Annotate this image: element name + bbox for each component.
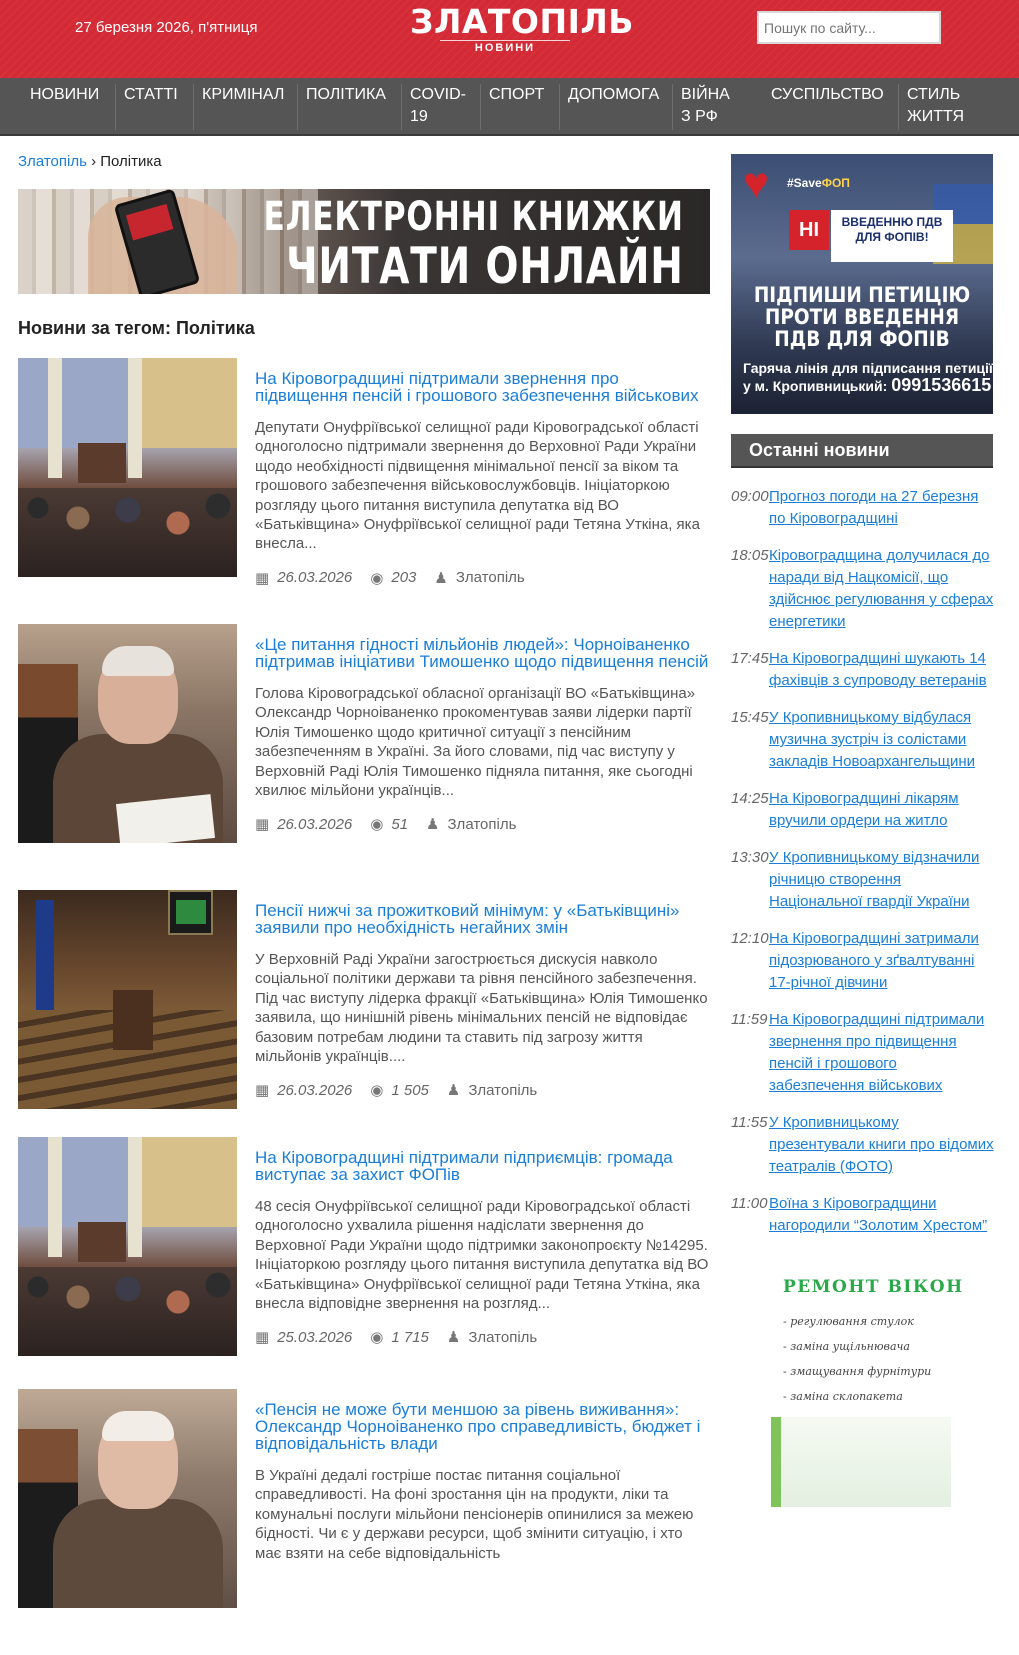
site-header xyxy=(0,0,1019,78)
article-views: 1 505 xyxy=(391,1081,429,1099)
user-icon: ♟ xyxy=(446,1082,461,1100)
article-thumbnail[interactable] xyxy=(18,1137,237,1356)
petition-banner[interactable] xyxy=(731,154,993,414)
latest-news-list xyxy=(731,486,997,1237)
calendar-icon: ▦ xyxy=(255,569,270,587)
eye-icon: ◉ xyxy=(370,569,384,587)
article-date: 25.03.2026 xyxy=(277,1328,353,1346)
search-input[interactable] xyxy=(757,11,941,44)
article-excerpt: Голова Кіровоградської обласної організації ВО «Батьківщина» Олександр Чорноіваненко прокоментував заяви лідерки партії Юлія Тимошенко щодо критичної ситуації з пенсійним забезпеченням в Україні. За його словами, під час виступу у Верховній Раді Юлія Тимошенко підняла питання, яке сьогодні хвилює мільйони українців... xyxy=(255,685,696,800)
article-title-link[interactable]: На Кіровоградщині підтримали звернення про підвищення пенсій і грошового забезпечення військових xyxy=(255,369,699,405)
savefop-hashtag: #SaveФОП xyxy=(787,176,850,190)
news-link[interactable]: На Кіровоградщині лікарям вручили ордери на житло xyxy=(769,790,959,829)
calendar-icon: ▦ xyxy=(255,1082,270,1100)
main-content xyxy=(18,153,710,1655)
eye-icon: ◉ xyxy=(370,1329,384,1347)
hotline-text: Гаряча лінія для підписання петиції у м. Кропивницький: 0991536615 xyxy=(743,360,993,395)
site-logo[interactable] xyxy=(410,2,634,55)
nav-item-society[interactable]: СУСПІЛЬСТВО xyxy=(771,86,884,103)
article-meta xyxy=(255,1327,710,1347)
breadcrumb xyxy=(18,153,710,175)
heart-icon: ♥ xyxy=(743,159,770,208)
logo-subtitle: НОВИНИ xyxy=(440,40,570,55)
article-author: Златопіль xyxy=(468,1081,538,1099)
news-time: 15:45 xyxy=(731,709,769,726)
article-author: Златопіль xyxy=(447,815,517,833)
ad-service-item: - заміна ущільнювача xyxy=(783,1340,910,1353)
ad-heading: РЕМОНТ ВІКОН xyxy=(783,1277,964,1297)
news-time: 11:00 xyxy=(731,1195,768,1212)
article-date: 26.03.2026 xyxy=(277,569,353,587)
breadcrumb-separator: › xyxy=(91,153,97,170)
article-item xyxy=(18,890,710,1137)
ni-badge: НІ xyxy=(789,210,829,250)
eye-icon: ◉ xyxy=(370,816,384,834)
eye-icon: ◉ xyxy=(370,1082,384,1100)
article-item xyxy=(18,1389,710,1655)
list-item xyxy=(731,1112,997,1178)
user-icon: ♟ xyxy=(426,816,440,834)
list-item xyxy=(731,1009,997,1097)
article-title-link[interactable]: На Кіровоградщині підтримали підприємців: громада виступає за захист ФОПів xyxy=(255,1148,673,1184)
ni-text: ВВЕДЕННЮ ПДВ ДЛЯ ФОПІВ! xyxy=(831,210,953,262)
article-item xyxy=(18,624,710,890)
calendar-icon: ▦ xyxy=(255,1329,270,1347)
news-link[interactable]: На Кіровоградщині затримали підозрюваного у зґвалтуванні 17-річної дівчини xyxy=(769,930,979,991)
window-repair-ad[interactable] xyxy=(771,1277,1001,1507)
news-time: 14:25 xyxy=(731,790,769,807)
article-views: 203 xyxy=(391,569,417,587)
article-views: 1 715 xyxy=(391,1328,429,1346)
list-item xyxy=(731,545,997,633)
news-time: 12:10 xyxy=(731,930,769,947)
article-excerpt: 48 сесія Онуфріївської селищної ради Кіровоградської області одноголосно ухвалила рішення надіслати звернення до Верховної Ради України щодо підтримки законопроєкту №14295. Ініціаторкою розгляду цього питання виступила депутатка від ВО «Батьківщина» Онуфріївської селищної ради Тетяна Уткіна, яка внесла відповідне звернення на розгляд... xyxy=(255,1198,709,1313)
calendar-icon: ▦ xyxy=(255,816,270,834)
news-time: 11:59 xyxy=(731,1011,768,1028)
list-item xyxy=(731,486,997,530)
list-item xyxy=(731,648,997,692)
news-time: 13:30 xyxy=(731,849,769,866)
news-link[interactable]: У Кропивницькому відбулася музична зустріч із солістами закладів Новоархангельщини xyxy=(769,709,975,770)
page-title: Новини за тегом: Політика xyxy=(18,318,255,338)
banner-line-2: ЧИТАТИ ОНЛАЙН xyxy=(286,237,684,294)
article-title-link[interactable]: Пенсії нижчі за прожитковий мінімум: у «Батьківщині» заявили про необхідність негайних змін xyxy=(255,901,680,937)
ad-service-list xyxy=(783,1309,1001,1409)
sidebar xyxy=(731,154,997,1507)
list-item xyxy=(731,707,997,773)
article-author: Златопіль xyxy=(455,569,525,587)
nav-item-sport[interactable]: СПОРТ xyxy=(480,84,558,130)
list-item xyxy=(731,928,997,994)
nav-item-crime[interactable]: КРИМІНАЛ xyxy=(193,84,296,130)
nav-item-war[interactable]: ВІЙНА З РФ xyxy=(672,84,750,130)
user-icon: ♟ xyxy=(434,569,448,587)
latest-news-heading: Останні новини xyxy=(731,434,993,468)
nav-item-politics[interactable]: ПОЛІТИКА xyxy=(297,84,400,130)
ad-service-item: - заміна склопакета xyxy=(783,1390,903,1403)
logo-name: ЗЛАТОПІЛЬ xyxy=(410,2,634,41)
news-link[interactable]: Воїна з Кіровоградщини нагородили “Золотим Хрестом” xyxy=(769,1195,988,1234)
article-thumbnail[interactable] xyxy=(18,358,237,577)
banner-line-1: ЕЛЕКТРОННІ КНИЖКИ xyxy=(263,194,684,240)
list-item xyxy=(731,1193,997,1237)
ebooks-banner[interactable] xyxy=(18,189,710,294)
breadcrumb-home-link[interactable]: Златопіль xyxy=(18,153,87,170)
ad-service-item: - змащування фурнітури xyxy=(783,1365,932,1378)
article-meta xyxy=(255,814,710,834)
nav-item-articles[interactable]: СТАТТІ xyxy=(115,84,192,130)
article-excerpt: Депутати Онуфріївської селищної ради Кіровоградської області одноголосно підтримали звернення до Верховної Ради України щодо необхідності підвищення мінімальної пенсії за віком та грошового забезпечення військовослужбовців. Ініціаторкою розгляду цього питання виступила депутатка від ВО «Батьківщина» Онуфріївської селищної ради Тетяна Уткіна, яка внесла... xyxy=(255,419,700,553)
article-date: 26.03.2026 xyxy=(277,815,353,833)
article-item xyxy=(18,1137,710,1389)
article-views: 51 xyxy=(391,815,409,833)
article-excerpt: В Україні дедалі гостріше постає питання соціальної справедливості. На фоні зростання цін на продукти, ліки та комунальні послуги мільйони пенсіонерів опинилися за межею бідності. Чи є у держави ресурси, щоб змінити ситуацію, і хто має взяти на себе відповідальність xyxy=(255,1467,694,1562)
article-title-link[interactable]: «Пенсія не може бути меншою за рівень виживання»: Олександр Чорноіваненко про справедливість, бюджет і відповідальність влади xyxy=(255,1400,701,1453)
news-time: 18:05 xyxy=(731,547,769,564)
article-item xyxy=(18,358,710,624)
user-icon: ♟ xyxy=(446,1329,461,1347)
news-link[interactable]: Прогноз погоди на 27 березня по Кіровоградщині xyxy=(769,488,979,527)
petition-text: ПІДПИШИ ПЕТИЦІЮ ПРОТИ ВВЕДЕННЯ ПДВ ДЛЯ ФОПІВ xyxy=(753,283,971,351)
article-meta xyxy=(255,568,710,588)
news-time: 17:45 xyxy=(731,650,769,667)
news-time: 09:00 xyxy=(731,488,769,505)
article-excerpt: У Верховній Раді України загострюється дискусія навколо соціальної політики держави та рівня пенсійного забезпечення. Під час виступу лідерка фракції «Батьківщина» Юлія Тимошенко заявила, що нинішній рівень мінімальних пенсій не відповідає базовим потребам людини та ставить під загрозу життя мільйонів українців.... xyxy=(255,951,708,1066)
nav-item-help[interactable]: ДОПОМОГА xyxy=(559,84,671,130)
article-author: Златопіль xyxy=(468,1328,538,1346)
window-image xyxy=(771,1417,951,1507)
nav-item-news[interactable]: НОВИНИ xyxy=(30,86,100,103)
article-thumbnail[interactable] xyxy=(18,624,237,843)
news-link[interactable]: У Кропивницькому відзначили річницю створення Національної гвардії України xyxy=(769,849,980,910)
article-meta xyxy=(255,1080,710,1100)
article-thumbnail[interactable] xyxy=(18,1389,237,1608)
article-thumbnail[interactable] xyxy=(18,890,237,1109)
nav-item-covid[interactable]: COVID-19 xyxy=(401,84,479,130)
list-item xyxy=(731,788,997,832)
news-link[interactable]: У Кропивницькому презентували книги про відомих театралів (ФОТО) xyxy=(769,1114,994,1175)
list-item xyxy=(731,847,997,913)
news-link[interactable]: На Кіровоградщині підтримали звернення про підвищення пенсій і грошового забезпечення військових xyxy=(769,1011,985,1094)
hotline-phone: 0991536615 xyxy=(891,375,992,395)
current-date: 27 березня 2026, п'ятниця xyxy=(75,19,258,36)
ad-service-item: - регулювання стулок xyxy=(783,1315,914,1328)
news-time: 11:55 xyxy=(731,1114,768,1131)
nav-item-lifestyle[interactable]: СТИЛЬ ЖИТТЯ xyxy=(898,84,988,130)
article-title-link[interactable]: «Це питання гідності мільйонів людей»: Чорноіваненко підтримав ініціативи Тимошенко щодо підвищення пенсій xyxy=(255,635,709,671)
article-date: 26.03.2026 xyxy=(277,1081,353,1099)
breadcrumb-current: Політика xyxy=(100,153,162,170)
main-nav xyxy=(0,78,1019,136)
news-link[interactable]: Кіровоградщина долучилася до наради від Нацкомісії, що здійснює регулювання у сферах енергетики xyxy=(769,547,994,630)
news-link[interactable]: На Кіровоградщині шукають 14 фахівців з супроводу ветеранів xyxy=(769,650,987,689)
